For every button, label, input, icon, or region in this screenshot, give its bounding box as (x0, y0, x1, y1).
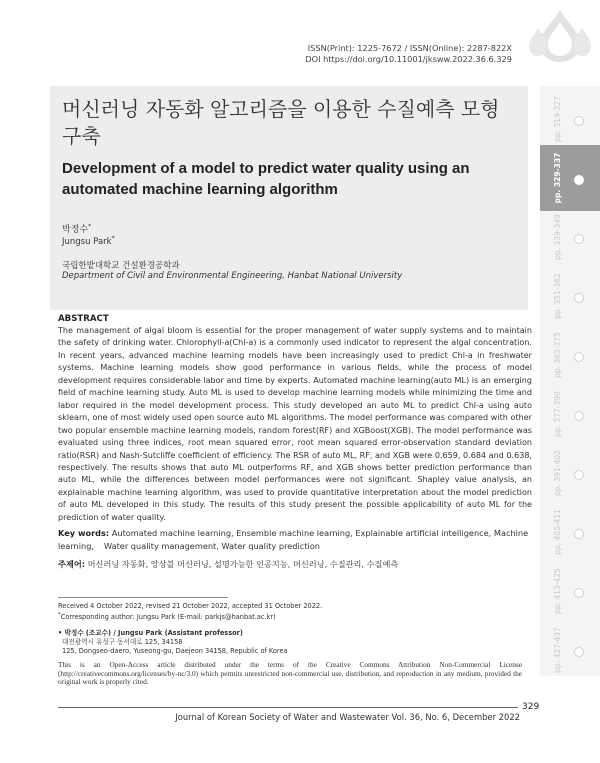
tab-dot-icon (574, 411, 584, 421)
english-title: Development of a model to predict water quality using an automated machine learning algorithm (62, 160, 470, 198)
tab-dot-icon (574, 116, 584, 126)
article-tab-4[interactable] (540, 322, 600, 388)
article-tab-3[interactable] (540, 263, 600, 329)
article-tab-label: pp. 363-375 (553, 332, 562, 378)
issn-line: ISSN(Print): 1225-7672 / ISSN(Online): 2287-822X (307, 43, 512, 53)
article-tab-label: pp. 413-425 (553, 568, 562, 614)
affiliation-en: Department of Civil and Environmental Engineering, Hanbat National University (62, 271, 403, 281)
received-dates: Received 4 October 2022, revised 21 October 2022, accepted 31 October 2022. (58, 602, 323, 610)
article-tab-label: pp. 339-349 (553, 214, 562, 260)
footer-rule (58, 707, 518, 708)
tab-dot-icon (574, 293, 584, 303)
article-tab-label: pp. 329-337 (553, 152, 562, 204)
author-info: • 박정수 (조교수) / Jungsu Park (Assistant professor) (58, 629, 243, 637)
article-tab-9[interactable] (540, 617, 600, 683)
tab-dot-icon (574, 647, 584, 657)
journal-citation: Journal of Korean Society of Water and Wastewater Vol. 36, No. 6, December 2022 (175, 712, 520, 722)
article-tab-1[interactable] (540, 145, 600, 211)
tab-dot-icon (574, 529, 584, 539)
abstract-text: The management of algal bloom is essential for the proper management of water supply systems and to maintain the safety of drinking water. Chlorophyll-a(Chl-a) is a commonly used indicator to represent the algal concentration. In recent years, advanced machine learning models have been increasingly used to predict Chl-a in freshwater systems. Machine learning models show good performance in various fields, while the process of model development requires considerable labor and time by experts. Automated machine learning(auto ML) is an emerging field of machine learning study. Auto ML is used to develop machine learning models while minimizing the time and labor required in the model development process. This study developed an auto ML to predict Chl-a using auto sklearn, one of most widely used open source auto ML algorithms. The model performance was compared with other two popular ensemble machine learning models, random forest(RF) and XGBoost(XGB). The model performance was evaluated using three indices, root mean squared error, root mean squared error-observation standard deviation ratio(RSR) and Nash-Sutcliffe coefficient of efficiency. The RSR of auto ML, RF, and XGB were 0.659, 0.684 and 0.638, respectively. The results shows that auto ML outperforms RF, and XGB shows better prediction performance than auto ML, while the differences between model performances were not significant. Shapley value analysis, an explainable machine learning algorithm, was used to provide quantitative interpretation about the model prediction of auto ML developed in this study. The results of this study present the possible applicability of auto ML for the prediction of water quality. (58, 326, 532, 522)
article-tab-label: pp. 319-327 (553, 96, 562, 142)
article-tab-5[interactable] (540, 381, 600, 447)
tab-dot-icon (574, 175, 584, 185)
article-tab-label: pp. 427-437 (553, 627, 562, 673)
author-name-ko: 박정수* (62, 223, 92, 235)
korean-title: 머신러닝 자동화 알고리즘을 이용한 수질예측 모형 구축 (62, 97, 500, 148)
address-ko: 대전광역시 유성구 동서대로 125, 34158 (62, 638, 183, 646)
journal-logo-icon (528, 6, 592, 66)
license-text: This is an Open-Access article distributed under the terms of the Creative Commons Attribution Non-Commercial License (http://creativecommons.org/licenses/by-nc/3.0) which permits unrestricted non-commercial use, distribution, and reproduction in any medium, provided the original work is properly cited. (58, 660, 522, 687)
article-tab-6[interactable] (540, 440, 600, 506)
article-tab-2[interactable] (540, 204, 600, 270)
article-tab-7[interactable] (540, 499, 600, 565)
article-tab-label: pp. 403-411 (553, 509, 562, 555)
keywords-line1: Automated machine learning, Ensemble machine learning, Explainable artificial intelligence, Machine learning, (58, 528, 529, 551)
keywords-label: Key words: (58, 528, 110, 538)
corresponding-author: *Corresponding author: Jungsu Park (E-mail: parkjs@hanbat.ac.kr) (58, 612, 276, 622)
tab-dot-icon (574, 588, 584, 598)
article-tab-8[interactable] (540, 558, 600, 624)
address-en: 125, Dongseo-daero, Yuseong-gu, Daejeon 34158, Republic of Korea (62, 647, 288, 655)
affiliation-ko: 국립한밭대학교 건설환경공학과 (62, 261, 180, 271)
article-tab-label: pp. 377-390 (553, 391, 562, 437)
article-tab-0[interactable] (540, 86, 600, 152)
keywords-ko (58, 558, 398, 571)
footnote-rule (58, 597, 228, 598)
keywords-ko-label: 주제어: (58, 559, 86, 569)
page-number: 329 (522, 702, 540, 712)
keywords-ko-text: 머신러닝 자동화, 앙상블 머신러닝, 설명가능한 인공지능, 머신러닝, 수질관리, 수질예측 (87, 559, 399, 569)
article-tab-label: pp. 391-402 (553, 450, 562, 496)
author-name-en: Jungsu Park* (62, 235, 115, 247)
abstract-heading: ABSTRACT (58, 314, 109, 324)
keywords-line2: Water quality management, Water quality prediction (104, 541, 320, 551)
doi-line[interactable]: DOI https://doi.org/10.11001/jksww.2022.36.6.329 (305, 54, 512, 64)
tab-dot-icon (574, 234, 584, 244)
tab-dot-icon (574, 470, 584, 480)
tab-dot-icon (574, 352, 584, 362)
article-tab-label: pp. 351-362 (553, 273, 562, 319)
